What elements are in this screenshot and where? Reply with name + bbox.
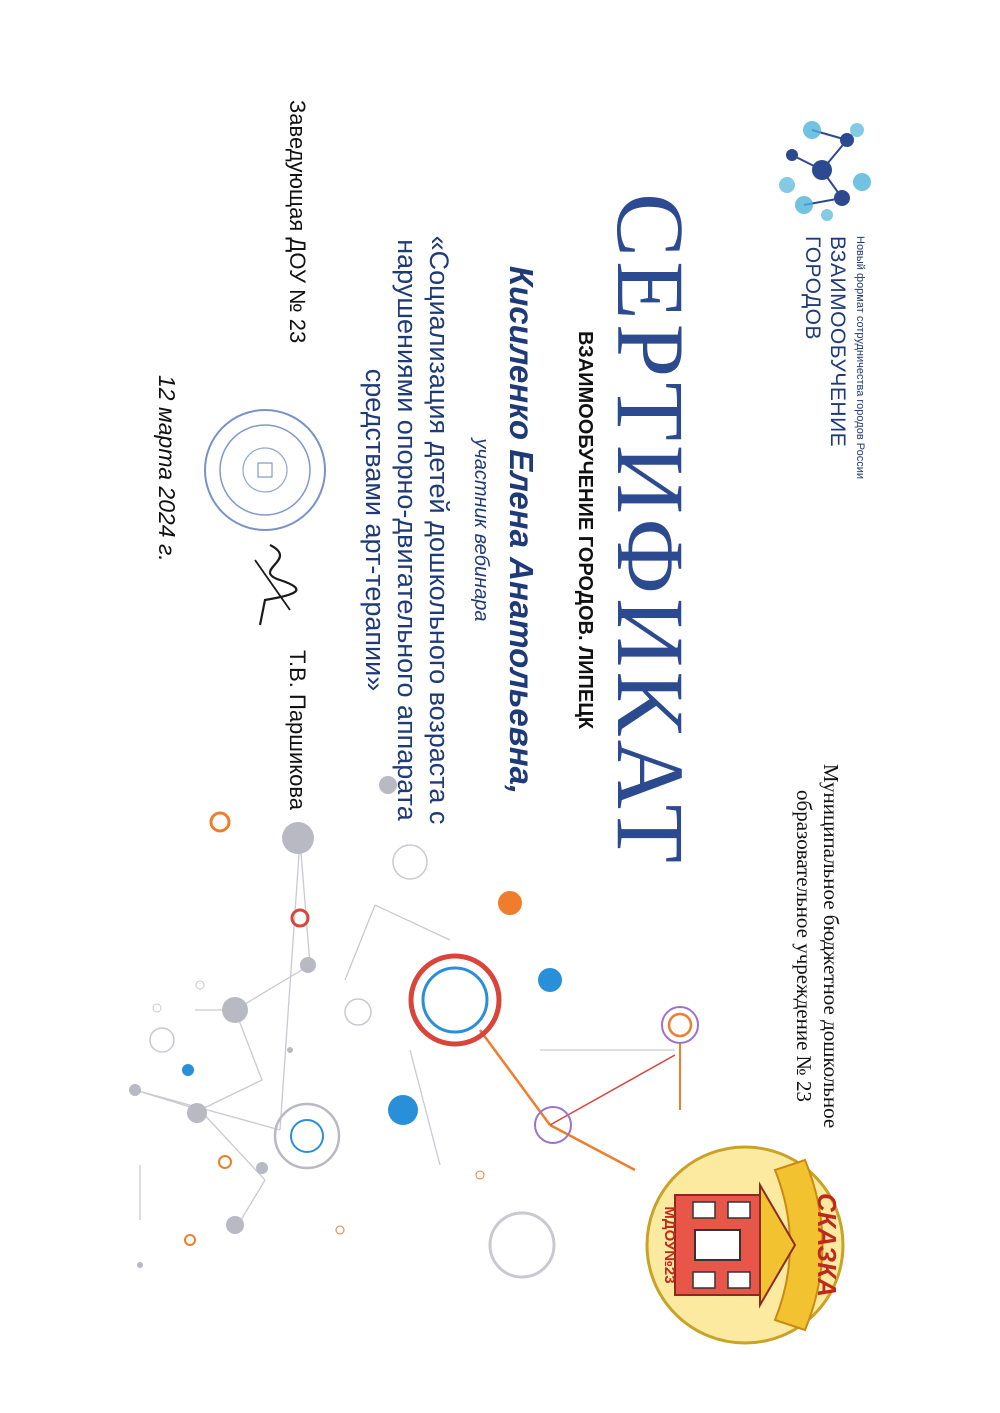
webinar-line1: «Социализация детей дошкольного возраста с — [424, 235, 454, 825]
webinar-line2: нарушениями опорно-двигательного аппарата — [392, 239, 422, 821]
certificate-subtitle: ВЗАИМООБУЧЕНИЕ ГОРОДОВ. ЛИПЕЦК — [574, 330, 596, 730]
recipient-role: участник вебинара — [470, 438, 492, 622]
official-stamp — [200, 405, 330, 535]
brand-name-line2: ГОРОДОВ — [801, 236, 824, 341]
certificate-title: СЕРТИФИКАТ — [597, 193, 704, 867]
brand-name-line1: ВЗАИМООБУЧЕНИЕ — [826, 236, 849, 448]
organization-line2: образовательное учреждение № 23 — [792, 790, 816, 1102]
signer-position: Заведующая ДОУ № 23 — [285, 100, 310, 344]
signer-name: Т.В. Паршикова — [285, 650, 310, 811]
handwritten-signature — [240, 540, 310, 630]
brand-name — [800, 236, 850, 447]
webinar-line3: средствами арт-терапии» — [360, 368, 390, 692]
brand-tagline: Новый формат сотрудничества городов России — [854, 236, 866, 479]
organization-line1: Муниципальное бюджетное дошкольное — [819, 763, 843, 1129]
webinar-title — [359, 140, 455, 920]
emblem-bottom-text: МДОУ№23 — [661, 1206, 678, 1284]
emblem-banner-text: СКАЗКА — [812, 1192, 842, 1297]
organization-name — [790, 736, 844, 1156]
recipient-name: Кисиленко Елена Анатольевна, — [503, 265, 540, 795]
molecule-network-icon — [762, 110, 882, 230]
certificate-date: 12 марта 2024 г. — [154, 375, 180, 562]
